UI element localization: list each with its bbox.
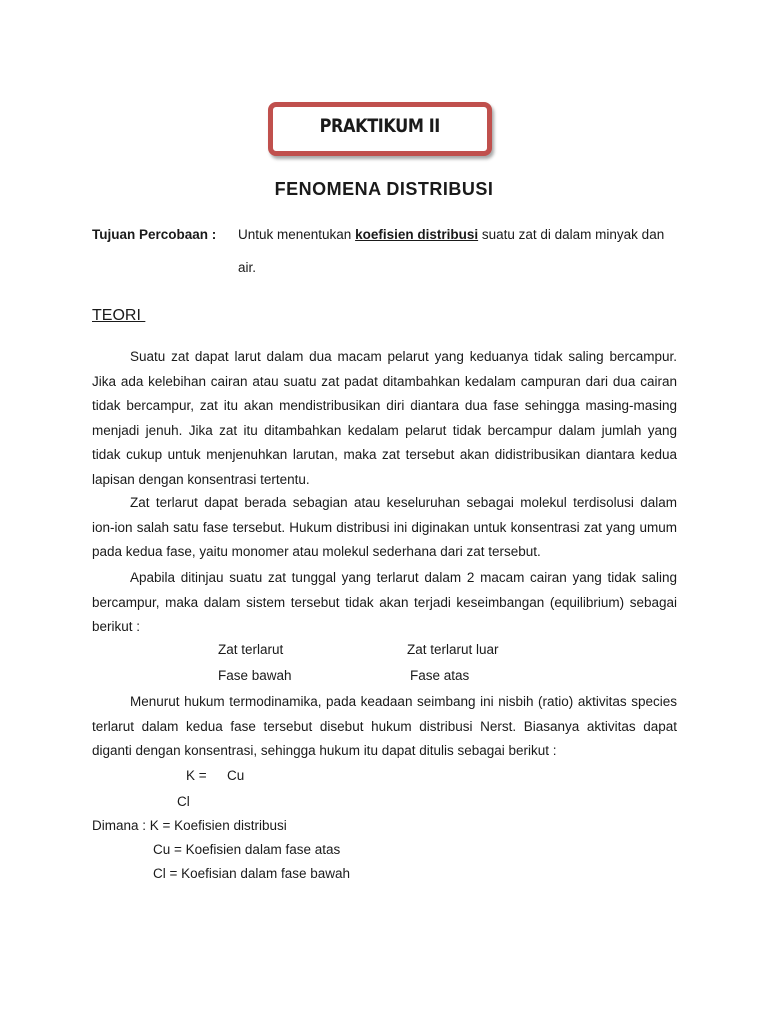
definition-cu: Cu = Koefisien dalam fase atas bbox=[153, 842, 341, 857]
tujuan-label: Tujuan Percobaan : bbox=[92, 227, 217, 242]
tujuan-text-before: Untuk menentukan bbox=[238, 227, 356, 242]
equilibrium-right-bottom: Fase atas bbox=[410, 668, 470, 683]
paragraph-3: Apabila ditinjau suatu zat tunggal yang terlarut dalam 2 macam cairan yang tidak saling bercampur, maka dalam sistem tersebut tidak akan terjadi keseimbangan (equilibrium) sebagai berikut : bbox=[92, 570, 677, 634]
paragraph-1: Suatu zat dapat larut dalam dua macam pelarut yang keduanya tidak saling bercampur. Jika ada kelebihan cairan atau suatu zat padat ditambahkan kedalam campuran dari dua cairan tidak bercampur, zat itu akan mendistribusikan diri diantara dua fase sehingga masing-masing menjadi jenuh. Jika zat itu ditambahkan kedalam pelarut tidak bercampur dalam jumlah yang tidak cukup untuk menjenuhkan larutan, maka zat tersebut akan didistribusikan diantara kedua lapisan dengan konsentrasi tertentu. bbox=[92, 349, 677, 487]
tujuan-text bbox=[238, 222, 664, 247]
tujuan-emphasis: koefisien distribusi bbox=[355, 227, 479, 242]
definition-cl: Cl = Koefisian dalam fase bawah bbox=[153, 866, 350, 881]
equilibrium-right-top: Zat terlarut luar bbox=[407, 642, 499, 657]
equilibrium-left-bottom: Fase bawah bbox=[218, 668, 292, 683]
title-box-text: PRAKTIKUM II bbox=[319, 115, 441, 137]
formula-k-label: K = bbox=[186, 768, 207, 783]
definition-k: Dimana : K = Koefisien distribusi bbox=[92, 818, 287, 833]
formula-numerator: Cu bbox=[227, 768, 245, 783]
equilibrium-left-top: Zat terlarut bbox=[218, 642, 284, 657]
teori-heading: TEORI bbox=[92, 307, 146, 324]
formula-denominator: Cl bbox=[177, 794, 190, 809]
page-heading: FENOMENA DISTRIBUSI bbox=[274, 179, 494, 199]
paragraph-4: Menurut hukum termodinamika, pada keadaan seimbang ini nisbih (ratio) aktivitas species terlarut dalam kedua fase tersebut disebut hukum distribusi Nerst. Biasanya aktivitas dapat diganti dengan konsentrasi, sehingga hukum itu dapat ditulis sebagai berikut : bbox=[92, 694, 677, 758]
title-box bbox=[268, 102, 492, 156]
tujuan-continuation: air. bbox=[238, 260, 257, 275]
tujuan-text-after: suatu zat di dalam minyak dan bbox=[478, 227, 665, 242]
paragraph-2: Zat terlarut dapat berada sebagian atau keseluruhan sebagai molekul terdisolusi dalam ion-ion salah satu fase tersebut. Hukum distribusi ini diginakan untuk konsentrasi zat yang umum pada kedua fase, yaitu monomer atau molekul sederhana dari zat tersebut. bbox=[92, 495, 677, 559]
